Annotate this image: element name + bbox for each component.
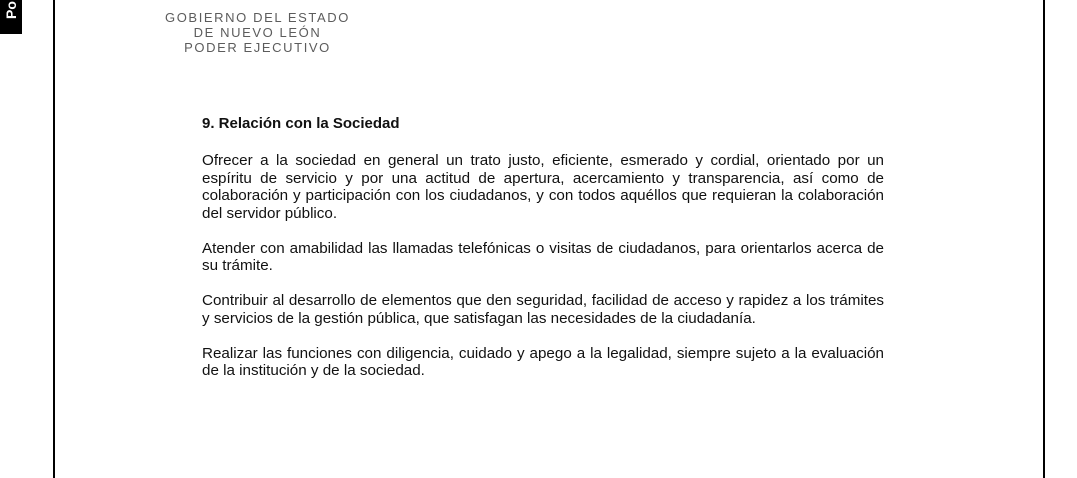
government-header: [145, 10, 370, 55]
paragraph-1: Ofrecer a la sociedad en general un trato justo, eficiente, esmerado y cordial, orientado por un espíritu de servicio y por una actitud de apertura, acercamiento y transparencia, así como de colaboración y participación con los ciudadanos, y con todos aquéllos que requieran la colaboración del servidor público.: [202, 152, 884, 222]
side-tab-label: Po: [3, 1, 19, 19]
header-line-1: GOBIERNO DEL ESTADO: [165, 10, 350, 25]
section-content: [202, 115, 884, 397]
paragraph-4: Realizar las funciones con diligencia, cuidado y apego a la legalidad, siempre sujeto a la evaluación de la institución y de la sociedad.: [202, 344, 884, 379]
paragraph-3: Contribuir al desarrollo de elementos que den seguridad, facilidad de acceso y rapidez a los trámites y servicios de la gestión pública, que satisfagan las necesidades de la ciudadanía.: [202, 292, 884, 327]
header-line-2: DE NUEVO LEÓN: [193, 25, 322, 40]
header-line-3: PODER EJECUTIVO: [184, 40, 331, 55]
section-title: 9. Relación con la Sociedad: [202, 115, 400, 132]
paragraph-2: Atender con amabilidad las llamadas telefónicas o visitas de ciudadanos, para orientarlos acerca de su trámite.: [202, 239, 884, 274]
side-tab: [0, 0, 22, 34]
